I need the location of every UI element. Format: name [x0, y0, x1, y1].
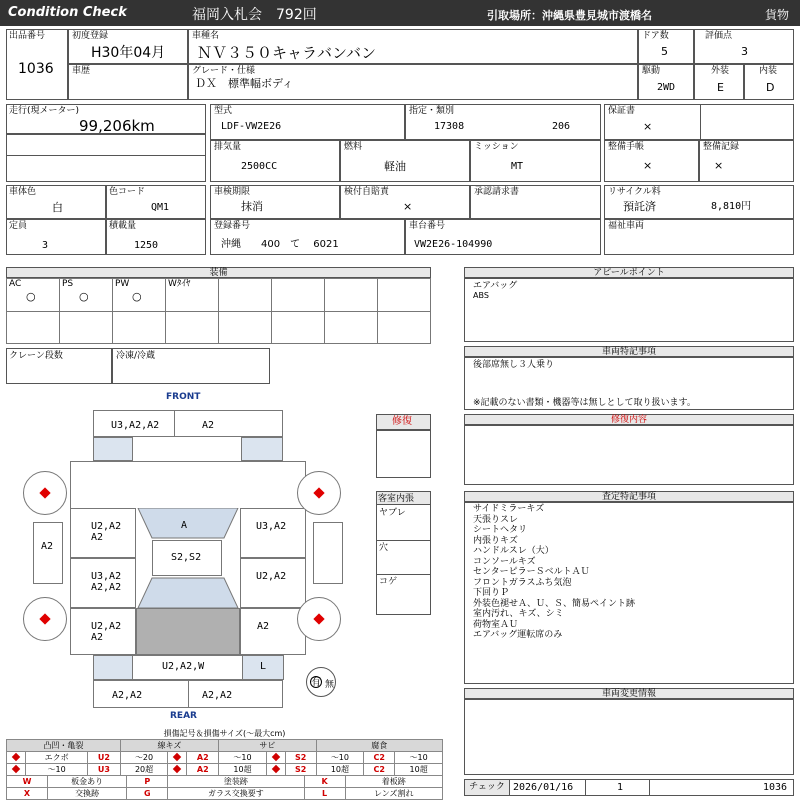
legend-cell: ～10	[26, 764, 88, 776]
inspection-label: 車検期限	[214, 187, 251, 197]
repair-content-label: 修復内容	[610, 415, 647, 425]
legend-code: C2	[364, 752, 395, 764]
drive-value: 2WD	[657, 82, 676, 93]
rear-bumper	[93, 680, 283, 708]
approval-label: 承認請求書	[474, 187, 520, 197]
repair-label: 修復	[392, 416, 412, 427]
chassis-label: 車台番号	[409, 221, 446, 231]
legend-group-scratch: 線キズ	[120, 740, 218, 752]
spare-tire-yes: 有	[311, 677, 321, 688]
equip-cell	[165, 311, 219, 344]
rear-right-wheel-mark	[313, 613, 324, 624]
auto-insurance-box	[340, 185, 470, 219]
mark-left-front-door: U2,A2 A2	[91, 521, 122, 543]
legend-cell: ～10	[219, 752, 267, 764]
sheet-title: Condition Check	[8, 5, 127, 20]
equip-cell	[324, 278, 378, 312]
vehicle-category: 貨物	[765, 8, 790, 22]
warranty-divider	[700, 105, 701, 139]
doors-value: 5	[661, 45, 668, 58]
legend-cell: 着板跡	[345, 776, 442, 788]
inspection-note-item: 内張りキズ	[473, 535, 518, 546]
equip-cell	[377, 278, 431, 312]
interior-value: D	[766, 81, 775, 94]
body-color-label: 車体色	[9, 187, 37, 197]
right-rear-panel	[240, 608, 306, 655]
inspection-note-item: 荷物室ＡＵ	[473, 619, 519, 630]
vehicle-notes: 後部席無し３人乗り	[473, 360, 555, 370]
interior-trim-title: 客室内張	[378, 494, 415, 504]
displacement-box	[210, 140, 340, 182]
designation-box	[405, 104, 601, 140]
equip-cell	[112, 311, 166, 344]
equip-ps-value: ○	[79, 290, 89, 303]
legend-code: A2	[187, 752, 219, 764]
capacity-value: 3	[42, 240, 49, 251]
equip-pw	[112, 278, 166, 312]
welfare-label: 福祉車両	[608, 221, 645, 231]
mark-left-rear-panel: U2,A2 A2	[91, 621, 122, 643]
legend-group-rust: サビ	[219, 740, 316, 752]
equipment-grid	[6, 278, 431, 344]
legend-cell: ～10	[395, 752, 443, 764]
check-bar	[464, 779, 794, 796]
displacement-label: 排気量	[214, 142, 242, 152]
score-value: 3	[741, 45, 748, 58]
equip-cell	[271, 278, 325, 312]
check-number: 1	[617, 782, 624, 793]
mark-right-rear-panel: A2	[257, 621, 270, 632]
mark-front-left: U3,A2,A2	[111, 420, 160, 431]
equip-cell	[59, 311, 113, 344]
equip-pw-label: PW	[115, 279, 130, 289]
warranty-label: 保証書	[608, 106, 636, 116]
legend-diamond	[7, 752, 26, 764]
equip-cell	[218, 311, 272, 344]
inspection-value: 抹消	[241, 200, 263, 213]
maint-box	[604, 140, 699, 182]
header-bar	[0, 0, 800, 26]
inspection-note-item: センターピラーＳベルトＡＵ	[473, 567, 590, 577]
first-reg-label: 初度登録	[72, 31, 109, 41]
inspection-note-item: シートヘタリ	[473, 525, 528, 535]
rear-panel	[93, 655, 283, 680]
doors-box	[638, 29, 694, 64]
legend-diamond	[168, 764, 187, 776]
change-info-title: 車両変更情報	[464, 688, 794, 699]
mileage-extra-box	[6, 134, 206, 182]
damage-diamond-icon	[12, 764, 20, 772]
welfare-box	[604, 219, 794, 255]
load-box	[106, 219, 206, 255]
legend-cell: エクボ	[26, 752, 88, 764]
equip-ps-label: PS	[62, 279, 74, 289]
score-box	[694, 29, 794, 64]
maint-record-box	[699, 140, 794, 182]
inspection-note-item: 外装色褪せＡ、Ｕ、Ｓ、簡易ペイント跡	[473, 598, 636, 609]
legend-cell: ガラス交換要す	[168, 788, 304, 800]
legend-code: L	[304, 788, 345, 800]
body-color-box	[6, 185, 106, 219]
rear-left-wheel	[23, 597, 67, 641]
legend-code: U2	[88, 752, 120, 764]
drive-box	[638, 64, 694, 100]
legend-diamond	[7, 764, 26, 776]
model-name-value: ＮＶ３５０キャラバンバン	[197, 44, 376, 62]
front-right-wheel	[297, 471, 341, 515]
equipment-title: 装備	[6, 267, 431, 278]
bumper-divider	[174, 411, 175, 436]
lot-label: 出品番号	[9, 31, 46, 41]
mark-rear-right: L	[260, 661, 267, 672]
repair-label-box	[376, 414, 431, 430]
interior-trim-item: コゲ	[379, 577, 398, 587]
legend-code: A2	[187, 764, 219, 776]
maint-value: ×	[643, 159, 653, 172]
mileage-value: 99,206km	[79, 117, 155, 135]
mileage-box	[6, 104, 206, 134]
legend-code: S2	[285, 764, 316, 776]
mark-left-slide-door: U3,A2 A2,A2	[91, 571, 122, 593]
check-divider	[649, 780, 650, 795]
legend-code: K	[304, 776, 345, 788]
legend-cell: 交換跡	[48, 788, 127, 800]
legend-cell: 20超	[120, 764, 168, 776]
exterior-value: E	[717, 81, 724, 94]
recycle-label: リサイクル料	[608, 187, 661, 197]
cargo-floor	[136, 608, 240, 655]
doors-label: ドア数	[642, 31, 669, 41]
inspection-note-item: サイドミラーキズ	[473, 504, 545, 514]
appeal-item: エアバッグ	[473, 281, 518, 291]
designation-value: 17308	[434, 121, 465, 132]
legend-code: P	[127, 776, 168, 788]
front-right-lamp	[241, 437, 283, 461]
vehicle-notes-box	[464, 357, 794, 410]
right-mirror	[313, 522, 343, 584]
inspection-note-item: フロントガラスふち気泡	[473, 577, 572, 588]
equip-ac-label: AC	[9, 279, 22, 289]
inspection-note-item: 天張りスレ	[473, 514, 519, 525]
damage-diamond-icon	[173, 752, 181, 760]
model-name-box	[188, 29, 638, 64]
legend-cell: 10超	[395, 764, 443, 776]
capacity-label: 定員	[9, 221, 28, 231]
damage-diamond-icon	[12, 752, 20, 760]
spare-tire-icon	[306, 667, 336, 697]
mark-rear-bumper-left: A2,A2	[112, 690, 143, 701]
check-lot: 1036	[763, 782, 788, 793]
front-bumper	[93, 410, 283, 437]
first-reg-box	[68, 29, 188, 64]
left-rear-panel	[70, 608, 136, 655]
inspection-note-item: 下回りＰ	[473, 588, 510, 598]
legend-other-table	[6, 775, 443, 800]
mileage-divider	[7, 155, 205, 156]
fuel-box	[340, 140, 470, 182]
lot-number: 1036	[18, 61, 54, 77]
drive-label: 駆動	[642, 66, 661, 76]
repair-content-title	[464, 414, 794, 425]
legend-cell: 板金あり	[48, 776, 127, 788]
designation-label: 指定・類別	[409, 106, 455, 116]
mark-rear-panel: U2,A2,W	[162, 661, 205, 672]
maint-record-label: 整備記録	[703, 142, 740, 152]
recycle-fee: 8,810円	[711, 201, 752, 212]
type-value: LDF-VW2E26	[221, 121, 282, 132]
crane-label: クレーン段数	[9, 351, 63, 361]
type-label: 型式	[214, 106, 233, 116]
mark-front-right: A2	[202, 420, 215, 431]
maint-record-value: ×	[714, 159, 724, 172]
interior-label: 内装	[759, 66, 778, 76]
load-label: 積載量	[109, 221, 137, 231]
auto-insurance-label: 検付自賠責	[344, 187, 390, 197]
legend-diamond	[168, 752, 187, 764]
legend-row	[7, 752, 443, 764]
mark-right-slide-door: U2,A2	[256, 571, 287, 582]
equip-ac	[6, 278, 60, 312]
legend-diamond	[266, 752, 285, 764]
check-date: 2026/01/16	[513, 782, 574, 793]
history-box	[68, 64, 188, 100]
freezer-box	[112, 348, 270, 384]
recycle-status: 預託済	[623, 200, 656, 213]
grade-label: グレード・仕様	[192, 66, 256, 76]
interior-box	[744, 64, 794, 100]
inspection-note-item: ハンドルスレ（大）	[473, 546, 554, 556]
legend-row	[7, 764, 443, 776]
maint-label: 整備手帳	[608, 142, 645, 152]
front-left-wheel-mark	[39, 487, 50, 498]
inspection-note-item: 室内汚れ、キズ、シミ	[473, 609, 564, 619]
legend-diamond	[266, 764, 285, 776]
equip-cell	[324, 311, 378, 344]
right-front-door	[240, 508, 306, 558]
legend-group-dent: 凸凹・亀裂	[7, 740, 121, 752]
legend-cell: ～10	[316, 752, 364, 764]
equip-pw-value: ○	[132, 290, 142, 303]
front-left-wheel	[23, 471, 67, 515]
rear-label: REAR	[170, 711, 197, 721]
exterior-box	[694, 64, 744, 100]
chassis-value: VW2E26-104990	[414, 239, 493, 250]
inspection-notes-list	[473, 504, 635, 641]
history-label: 車歴	[72, 66, 91, 76]
warranty-box	[604, 104, 794, 140]
equip-cell	[271, 311, 325, 344]
rear-left-wheel-mark	[39, 613, 50, 624]
legend-group-corrosion: 腐食	[316, 740, 442, 752]
color-code-label: 色コード	[109, 187, 146, 197]
legend-code: G	[127, 788, 168, 800]
repair-box	[376, 430, 431, 478]
disclaimer-note: ※記載のない書類・機器等は無しとして取り扱います。	[473, 398, 696, 408]
first-reg-value: H30年04月	[91, 45, 166, 61]
transmission-value: MT	[511, 161, 524, 172]
grade-value: ＤＸ 標準幅ボディ	[195, 77, 294, 90]
approval-box	[470, 185, 601, 219]
type-box	[210, 104, 405, 140]
transmission-label: ミッション	[474, 142, 519, 152]
grade-box	[188, 64, 638, 100]
appeal-title: アピールポイント	[464, 267, 794, 278]
fuel-value: 軽油	[384, 160, 406, 173]
repair-content-box	[464, 425, 794, 485]
left-front-door	[70, 508, 136, 558]
check-label: チェック	[465, 780, 510, 795]
right-slide-door	[240, 558, 306, 608]
rear-right-lamp	[242, 655, 284, 680]
damage-diamond-icon	[173, 764, 181, 772]
appeal-item: ABS	[473, 291, 489, 300]
legend-code: W	[7, 776, 48, 788]
left-slide-door	[70, 558, 136, 608]
equip-cell	[218, 278, 272, 312]
mark-rear-bumper-right: A2,A2	[202, 690, 233, 701]
trim-divider	[377, 574, 430, 575]
front-right-wheel-mark	[313, 487, 324, 498]
equip-cell	[377, 311, 431, 344]
legend-header-row	[7, 740, 443, 752]
rear-bumper-divider	[188, 681, 189, 707]
exterior-label: 外装	[711, 66, 730, 76]
interior-trim-item: 穴	[379, 543, 389, 553]
left-mirror	[33, 522, 63, 584]
legend-table	[6, 739, 443, 776]
legend-cell: 10超	[316, 764, 364, 776]
legend-other-row	[7, 776, 443, 788]
rear-left-lamp	[93, 655, 133, 680]
front-label: FRONT	[166, 392, 201, 402]
inspection-notes-title: 査定特記事項	[464, 491, 794, 502]
windshield	[138, 508, 238, 538]
category-number: 206	[552, 121, 571, 132]
interior-trim-item: ヤブレ	[379, 508, 406, 518]
plate-label: 登録番号	[214, 221, 251, 231]
legend-code: X	[7, 788, 48, 800]
model-name-label: 車種名	[192, 31, 220, 41]
crane-box	[6, 348, 112, 384]
warranty-value: ×	[643, 120, 653, 133]
score-label: 評価点	[705, 31, 733, 41]
transmission-box	[470, 140, 601, 182]
equip-ac-value: ○	[26, 290, 36, 303]
legend-cell: 10超	[219, 764, 267, 776]
equip-ps	[59, 278, 113, 312]
equip-wtire	[165, 278, 219, 312]
mileage-label: 走行(現メーター)	[9, 106, 80, 116]
chassis-box	[405, 219, 601, 255]
mark-left-mirror: A2	[41, 541, 54, 552]
spare-tire-none: 無	[325, 680, 335, 690]
rear-right-wheel	[297, 597, 341, 641]
inspection-note-item: コンソールキズ	[473, 556, 536, 567]
mark-windshield: A	[181, 520, 188, 531]
inspection-notes-box	[464, 502, 794, 684]
equip-cell	[6, 311, 60, 344]
load-value: 1250	[134, 240, 159, 251]
interior-trim-box	[376, 491, 431, 615]
inspection-box	[210, 185, 340, 219]
mark-right-front-door: U3,A2	[256, 521, 287, 532]
legend-code: C2	[364, 764, 395, 776]
trim-divider	[377, 540, 430, 541]
change-info-box	[464, 699, 794, 775]
color-code-value: QM1	[151, 202, 170, 213]
legend-cell: ～20	[120, 752, 168, 764]
appeal-box	[464, 278, 794, 342]
color-code-box	[106, 185, 206, 219]
roof	[152, 540, 222, 576]
inspection-note-item: エアバッグ運転席のみ	[473, 630, 563, 640]
legend-other-row	[7, 788, 443, 800]
damage-diamond-icon	[272, 752, 280, 760]
auction-title: 福岡入札会 792回	[192, 7, 317, 23]
capacity-box	[6, 219, 106, 255]
displacement-value: 2500CC	[241, 161, 278, 172]
body-color-value: 白	[52, 201, 63, 214]
check-divider	[585, 780, 586, 795]
equip-wtire-label: Wﾀｲﾔ	[168, 279, 191, 289]
legend-cell: 塗装跡	[168, 776, 304, 788]
auto-insurance-value: ×	[403, 200, 413, 213]
mark-roof: S2,S2	[171, 552, 202, 563]
lot-box	[6, 29, 68, 100]
plate-box	[210, 219, 405, 255]
legend-code: U3	[88, 764, 120, 776]
damage-diamond-icon	[272, 764, 280, 772]
fuel-label: 燃料	[344, 142, 363, 152]
legend-title: 損傷記号＆損傷サイズ(～最大cm)	[163, 729, 286, 738]
freezer-label: 冷凍/冷蔵	[116, 351, 156, 361]
plate-value: 沖縄 400 て 6021	[221, 239, 339, 250]
pickup-location: 引取場所：沖縄県豊見城市渡橋名	[487, 9, 652, 22]
recycle-box	[604, 185, 794, 219]
vehicle-notes-title: 車両特記事項	[464, 346, 794, 357]
legend-cell: レンズ割れ	[345, 788, 442, 800]
legend-code: S2	[285, 752, 316, 764]
rear-window	[138, 578, 238, 608]
front-left-lamp	[93, 437, 133, 461]
